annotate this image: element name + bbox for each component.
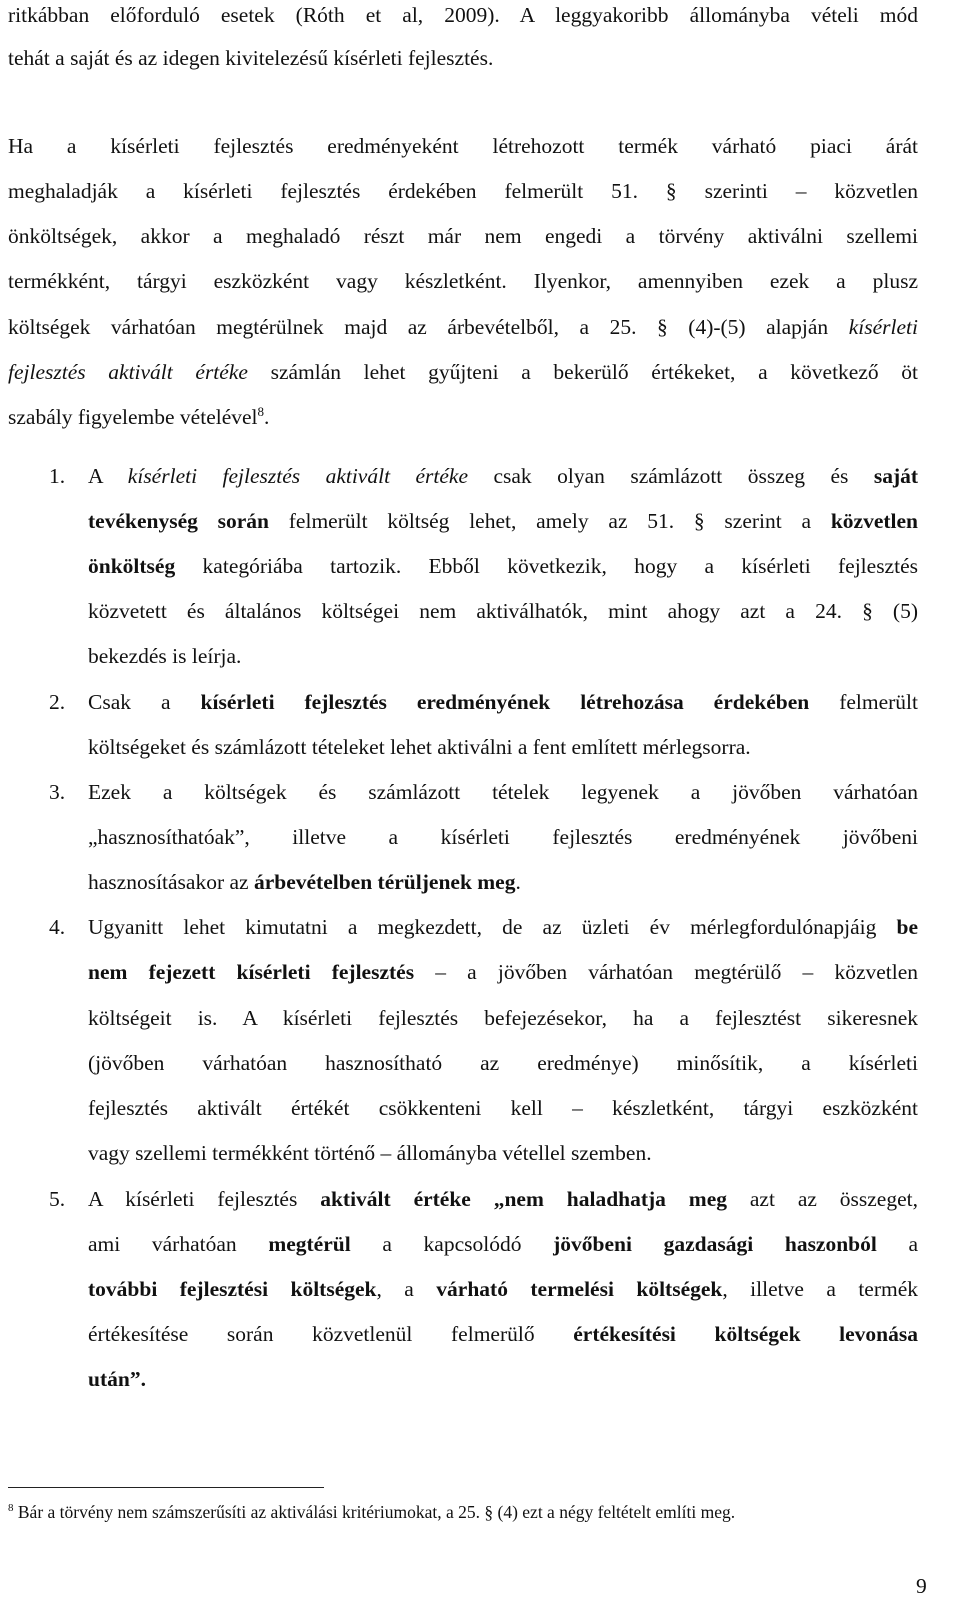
text-line <box>88 461 918 491</box>
text-line <box>88 1229 918 1259</box>
bold-term: tevékenység során <box>88 509 269 533</box>
text-line <box>8 0 918 30</box>
page-number: 9 <box>916 1574 927 1598</box>
text-run: Csak a <box>88 690 171 714</box>
text-run: meghaladják a kísérleti fejlesztés érdekében felmerült 51. § szerinti – közvetlen <box>8 179 918 203</box>
text-run: költségeket és számlázott tételeket lehet aktiválni a fent említett mérlegsorra. <box>88 735 751 759</box>
text-run: „hasznosíthatóak”, illetve a kísérleti fejlesztés eredményének jövőbeni <box>88 825 918 849</box>
italic-term: kísérleti <box>848 315 918 339</box>
text-run: a kapcsolódó <box>382 1232 522 1256</box>
list-number: 1. <box>49 464 66 488</box>
text-line <box>8 131 918 161</box>
text-run: termékként, tárgyi eszközként vagy készletként. Ilyenkor, amennyiben ezek a plusz <box>8 269 918 293</box>
text-line <box>88 1364 918 1394</box>
list-number: 2. <box>49 690 66 714</box>
bold-term: saját <box>873 464 919 488</box>
bold-term: várható termelési költségek <box>436 1277 723 1301</box>
text-line <box>8 221 918 251</box>
text-run: szabály figyelembe vételével <box>8 405 258 429</box>
text-run: . <box>515 870 521 894</box>
text-run: közvetett és általános költségei nem aktiválhatók, mint ahogy azt a 24. § (5) <box>88 599 918 623</box>
text-line <box>88 1274 918 1304</box>
text-line <box>88 1184 918 1214</box>
text-line <box>8 357 918 387</box>
text-line <box>88 822 918 852</box>
text-line <box>88 957 918 987</box>
text-run: Ugyanitt lehet kimutatni a megkezdett, de az üzleti év mérlegfordulónapjáig <box>88 915 877 939</box>
text-run: tehát a saját és az idegen kivitelezésű kísérleti fejlesztés. <box>8 46 494 70</box>
text-line <box>88 777 918 807</box>
text-run: , illetve a termék <box>722 1277 919 1301</box>
text-run: kategóriába tartozik. Ebből következik, hogy a kísérleti fejlesztés <box>202 554 918 578</box>
text-run: fejlesztés aktivált értékét csökkenteni kell – készletként, tárgyi eszközként <box>88 1096 918 1120</box>
text-line <box>88 641 918 671</box>
text-run: költségeit is. A kísérleti fejlesztés befejezésekor, ha a fejlesztést sikeresnek <box>88 1006 918 1030</box>
list-number: 3. <box>49 780 66 804</box>
bold-term: kísérleti fejlesztés eredményének létrehozása érdekében <box>200 690 810 714</box>
text-line <box>88 551 918 581</box>
text-run: , a <box>376 1277 414 1301</box>
text-run: (jövőben várhatóan hasznosítható az eredménye) minősítik, a kísérleti <box>88 1051 918 1075</box>
text-line <box>8 43 918 73</box>
bold-term: további fejlesztési költségek <box>88 1277 377 1301</box>
text-run: önköltségek, akkor a meghaladó részt már nem engedi a törvény aktiválni szellemi <box>8 224 918 248</box>
text-run: a <box>908 1232 919 1256</box>
text-run: ami várhatóan <box>88 1232 237 1256</box>
text-line <box>8 312 918 342</box>
italic-term: fejlesztés aktivált értéke <box>8 360 248 384</box>
text-run: felmerült költség lehet, amely az 51. § szerint a <box>288 509 812 533</box>
text-line <box>88 1048 918 1078</box>
footnote-mark: 8 <box>8 1502 14 1515</box>
bold-term: nem fejezett kísérleti fejlesztés <box>88 960 415 984</box>
text-line <box>88 732 918 762</box>
text-run: értékesítése során közvetlenül felmerülő <box>88 1322 535 1346</box>
text-line <box>88 1093 918 1123</box>
bold-term: megtérül <box>268 1232 351 1256</box>
italic-term: kísérleti fejlesztés aktivált értéke <box>127 464 469 488</box>
bold-term: önköltség <box>88 554 176 578</box>
text-run: költségek várhatóan megtérülnek majd az árbevételből, a 25. § (4)-(5) alapján <box>8 315 829 339</box>
footnote-text: Bár a törvény nem számszerűsíti az aktiválási kritériumokat, a 25. § (4) ezt a négy feltételt említi meg. <box>17 1502 736 1522</box>
bold-term: be <box>896 915 918 939</box>
text-line <box>88 506 918 536</box>
bold-term: után”. <box>88 1367 146 1391</box>
text-line <box>88 912 918 942</box>
text-run: Ha a kísérleti fejlesztés eredményeként létrehozott termék várható piaci árát <box>8 134 918 158</box>
text-line <box>88 596 918 626</box>
text-run: hasznosításakor az <box>88 870 249 894</box>
text-line <box>8 176 918 206</box>
text-line <box>8 266 918 296</box>
text-run: vagy szellemi termékként történő – állományba vétellel szemben. <box>88 1141 652 1165</box>
text-run: bekezdés is leírja. <box>88 644 242 668</box>
footnote-reference[interactable]: 8 <box>257 403 265 419</box>
bold-term: árbevételben térüljenek meg <box>253 870 516 894</box>
text-line <box>8 402 918 432</box>
text-run: számlán lehet gyűjteni a bekerülő értékeket, a következő öt <box>270 360 919 384</box>
list-number: 4. <box>49 915 66 939</box>
footnote-separator <box>8 1487 324 1488</box>
text-line <box>88 687 918 717</box>
list-number: 5. <box>49 1187 66 1211</box>
text-run: Ezek a költségek és számlázott tételek legyenek a jövőben várhatóan <box>88 780 918 804</box>
text-run: azt az összeget, <box>749 1187 918 1211</box>
text-run: A <box>88 464 103 488</box>
text-line <box>88 1003 918 1033</box>
bold-term: aktivált értéke „nem haladhatja meg <box>320 1187 728 1211</box>
bold-term: jövőbeni gazdasági haszonból <box>553 1232 877 1256</box>
text-run: – a jövőben várhatóan megtérülő – közvetlen <box>435 960 919 984</box>
text-line <box>88 1319 918 1349</box>
text-run: . <box>264 405 270 429</box>
text-line <box>88 1138 918 1168</box>
text-run: felmerült <box>839 690 919 714</box>
text-run: csak olyan számlázott összeg és <box>493 464 849 488</box>
bold-term: közvetlen <box>830 509 918 533</box>
bold-term: értékesítési költségek levonása <box>573 1322 918 1346</box>
footnote <box>8 1499 918 1525</box>
text-line <box>88 867 918 897</box>
text-run: ritkábban előforduló esetek (Róth et al, 2009). A leggyakoribb állományba vételi mód <box>8 3 918 27</box>
text-run: A kísérleti fejlesztés <box>88 1187 298 1211</box>
